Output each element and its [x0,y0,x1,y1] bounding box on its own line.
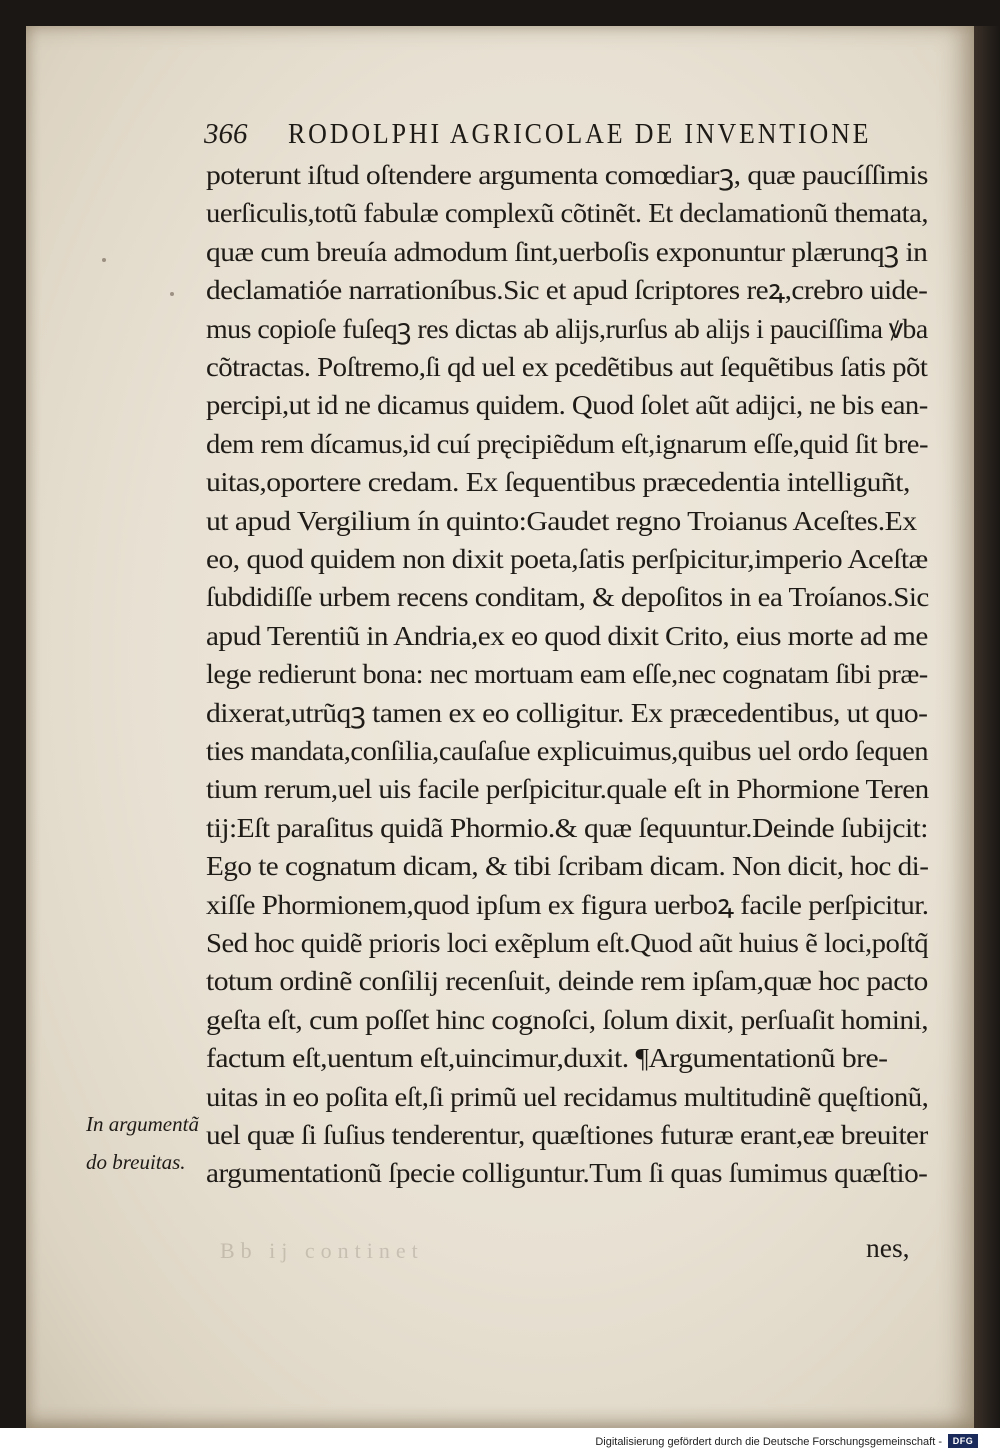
text-line: declamatióe narrationíbus.Sic et apud ſcriptores reꝝ,crebro uide- [206,274,928,306]
catchword: nes, [866,1232,910,1263]
text-line: mus copioſe fuſeqꝫ res dictas ab alijs,rurſus ab alijs i pauciſſima ꝟba [206,312,928,344]
text-line: dixerat,utrũqꝫ tamen ex eo colligitur. Ex præcedentibus, ut quo- [206,696,928,728]
text-line: Sed hoc quidẽ prioris loci exẽplum eſt.Quod aũt huius ẽ loci,poſtq̃ [206,927,929,958]
text-line: dem rem dícamus,id cuí pręcipiẽdum eſt,ignarum eſſe,quid ſit bre- [206,427,928,459]
text-line: uitas,oportere credam. Ex ſequentibus præcedentia intelliguñt, [206,466,910,498]
dfg-logo-icon: DFG [948,1434,978,1448]
text-line: totum ordinẽ conſilij recenſuit, deinde rem ipſam,quæ hoc pacto [206,965,928,997]
text-line: apud Terentiũ in Andria,ex eo quod dixit Crito, eius morte ad me [206,619,928,651]
text-line: tij:Eſt paraſitus quidã Phormio.& quæ ſequuntur.Deinde ſubijcit: [206,811,928,843]
text-line: eo, quod quidem non dixit poeta,ſatis perſpicitur,imperio Aceſtæ [206,543,928,574]
show-through-text: Bb ij continet [220,1238,424,1263]
text-line: xiſſe Phormionem,quod ipſum ex figura uerboꝝ facile perſpicitur. [206,888,929,920]
text-line: lege redierunt bona: nec mortuam eam eſſe,nec cognatam ſibi præ- [206,658,928,690]
paper-speck [102,258,106,262]
text-line: geſta eſt, cum poſſet hinc cognoſci, ſolum dixit, perſuaſit homini, [206,1003,929,1035]
text-line: ties mandata,conſilia,cauſaſue explicuimus,quibus uel ordo ſequen [206,735,929,766]
text-line: uel quæ ſi ſuſius tenderentur, quæſtiones futuræ erant,eæ breuiter [206,1119,928,1150]
page-number: 366 [204,118,248,150]
text-line: ſubdidiſſe urbem recens conditam, & depoſitos in ea Troíanos.Sic [206,581,929,613]
text-line: poterunt iſtud oſtendere argumenta comœdiarꝫ, quæ paucíſſimis [206,159,928,190]
running-head: RODOLPHI AGRICOLAE DE INVENTIONE [288,118,872,150]
text-line: uerſiculis,totũ fabulæ complexũ cõtinẽt. Et declamationũ themata, [206,197,929,229]
text-line: tium rerum,uel uis facile perſpicitur.quale eſt in Phormione Teren [206,773,929,805]
page-edge-shadow [974,26,1000,1428]
text-line: ut apud Vergilium ín quinto:Gaudet regno Troianus Aceſtes.Ex [206,504,917,536]
text-line: Ego te cognatum dicam, & tibi ſcribam dicam. Non dicit, hoc di- [206,850,929,882]
marginal-note-line-1: In argumentã [86,1112,199,1136]
footer-credit: Digitalisierung gefördert durch die Deutsche Forschungsgemeinschaft - [595,1436,942,1448]
text-line: factum eſt,uentum eſt,uincimur,duxit. ¶Argumentationũ bre- [206,1042,888,1074]
text-line: uitas in eo poſita eſt,ſi primũ uel recidamus multitudinẽ quęſtionũ, [206,1080,929,1112]
text-line: argumentationũ ſpecie colliguntur.Tum ſi quas ſumimus quæſtio- [206,1157,928,1189]
text-line: quæ cum breuía admodum ſint,uerboſis exponuntur plærunqꝫ in [206,235,928,267]
paper-speck [170,292,174,296]
text-line: percipi,ut id ne dicamus quidem. Quod ſolet aũt adijci, ne bis ean- [206,389,928,421]
marginal-note-line-2: do breuitas. [86,1150,186,1174]
text-line: cõtractas. Poſtremo,ſi qd uel ex pcedẽtibus aut ſequẽtibus ſatis põt [206,351,928,382]
